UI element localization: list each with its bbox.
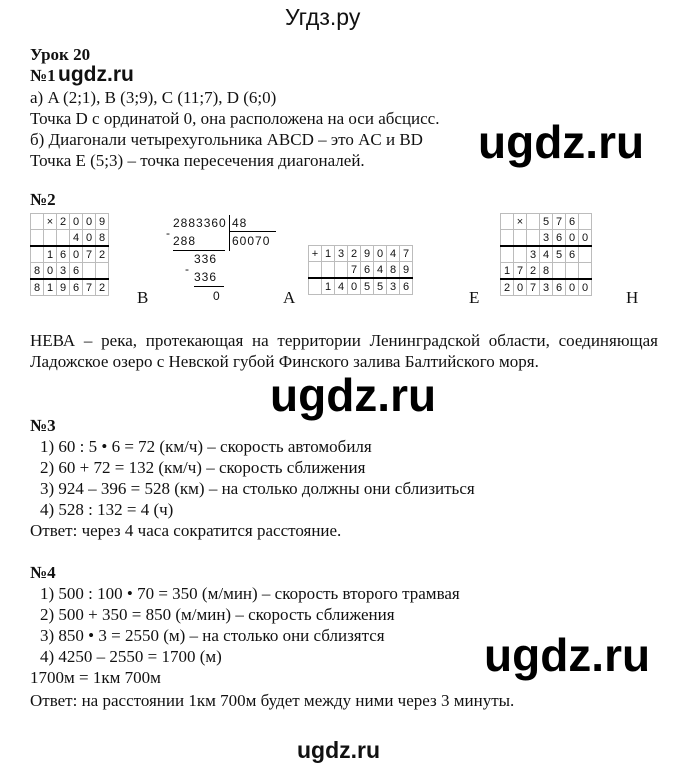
calc-cell: 0 xyxy=(514,279,527,296)
division-step-2: 336 xyxy=(194,252,218,266)
calc-cell xyxy=(31,214,44,230)
calc-cell xyxy=(501,246,514,263)
division-remainder: 0 xyxy=(213,289,221,303)
calc-e-letter: Е xyxy=(469,288,480,307)
calc-cell xyxy=(31,246,44,263)
calc-cell xyxy=(514,230,527,247)
calc-a-letter: А xyxy=(283,288,296,307)
division-dividend: 2883360 xyxy=(173,216,227,230)
watermark-small: ugdz.ru xyxy=(58,63,134,86)
division-vertical-line xyxy=(229,215,230,251)
task4-number: №4 xyxy=(30,563,56,582)
task3-line3: 3) 924 – 396 = 528 (км) – на столько должны они сблизиться xyxy=(40,479,475,498)
task4-line3: 3) 850 • 3 = 2550 (м) – на столько они сблизятся xyxy=(40,626,385,645)
calc-cell: 8 xyxy=(31,263,44,280)
task1-number: №1 xyxy=(30,66,56,85)
calc-cell: 2 xyxy=(96,246,109,263)
footer-watermark: ugdz.ru xyxy=(297,737,381,763)
division-quotient: 60070 xyxy=(232,234,271,248)
calc-cell: 7 xyxy=(514,263,527,280)
calc-cell xyxy=(527,230,540,247)
calc-cell xyxy=(309,262,322,279)
calc-cell: 5 xyxy=(361,278,374,295)
calc-cell: 0 xyxy=(83,214,96,230)
calc-cell: 0 xyxy=(70,246,83,263)
calc-cell xyxy=(514,246,527,263)
watermark-1: ugdz.ru xyxy=(478,116,645,168)
calc-cell xyxy=(501,230,514,247)
calc-cell xyxy=(309,278,322,295)
calc-cell xyxy=(31,230,44,247)
calc-cell: 5 xyxy=(374,278,387,295)
calc-cell xyxy=(57,230,70,247)
division-divisor-line xyxy=(229,231,276,232)
calc-cell: 2 xyxy=(527,263,540,280)
calc-cell: 0 xyxy=(348,278,361,295)
calc-cell: 8 xyxy=(96,230,109,247)
calc-cell: 8 xyxy=(540,263,553,280)
task2-number: №2 xyxy=(30,190,56,209)
calc-cell: 5 xyxy=(553,246,566,263)
calc-cell xyxy=(579,263,592,280)
task4-line4: 4) 4250 – 2550 = 1700 (м) xyxy=(40,647,222,666)
division-step-1: 288 xyxy=(173,234,197,248)
calc-cell: 3 xyxy=(57,263,70,280)
task4-line2: 2) 500 + 350 = 850 (м/мин) – скорость сближения xyxy=(40,605,395,624)
calc-cell: 0 xyxy=(566,230,579,247)
division-line-1 xyxy=(173,250,225,251)
calc-cell xyxy=(335,262,348,279)
calc-h-letter: Н xyxy=(626,288,639,307)
calc-cell: 8 xyxy=(387,262,400,279)
calc-cell xyxy=(566,263,579,280)
calc-cell: 2 xyxy=(348,246,361,262)
calc-cell: 8 xyxy=(31,279,44,296)
calc-cell: 6 xyxy=(70,263,83,280)
calc-cell xyxy=(322,262,335,279)
calc-multiplication-h xyxy=(500,213,592,296)
calc-addition-e xyxy=(308,245,413,295)
calc-cell: 7 xyxy=(348,262,361,279)
calc-cell: 0 xyxy=(579,230,592,247)
calc-cell: 6 xyxy=(361,262,374,279)
calc-cell: × xyxy=(44,214,57,230)
calc-cell xyxy=(579,214,592,230)
site-title: Угдз.ру xyxy=(285,4,361,30)
calc-cell: 2 xyxy=(501,279,514,296)
calc-cell xyxy=(96,263,109,280)
task4-answer: Ответ: на расстоянии 1км 700м будет между ними через 3 минуты. xyxy=(30,691,515,710)
division-step-3: 336 xyxy=(194,270,218,284)
calc-cell: 0 xyxy=(44,263,57,280)
task2-paragraph: НЕВА – река, протекающая на территории Ленинградской области, соединяющая Ладожское озеро с Невской губой Финского залива Балтийского моря. xyxy=(30,331,658,371)
calc-cell: 4 xyxy=(70,230,83,247)
calc-cell xyxy=(44,230,57,247)
calc-cell xyxy=(83,263,96,280)
calc-cell: 7 xyxy=(83,246,96,263)
calc-cell: 4 xyxy=(540,246,553,263)
calc-cell: 1 xyxy=(44,279,57,296)
calc-cell: 5 xyxy=(540,214,553,230)
calc-cell: 4 xyxy=(387,246,400,262)
calc-cell: 1 xyxy=(322,246,335,262)
calc-cell: 6 xyxy=(57,246,70,263)
calc-cell: 1 xyxy=(44,246,57,263)
calc-cell: 0 xyxy=(579,279,592,296)
calc-cell: 3 xyxy=(335,246,348,262)
calc-cell: 0 xyxy=(70,214,83,230)
calc-cell: 6 xyxy=(566,246,579,263)
task1-line1: а) A (2;1), B (3;9), C (11;7), D (6;0) xyxy=(30,88,277,107)
calc-cell: 1 xyxy=(322,278,335,295)
calc-cell: 6 xyxy=(400,278,413,295)
calc-cell: 3 xyxy=(540,230,553,247)
calc-cell: 0 xyxy=(566,279,579,296)
calc-cell: 9 xyxy=(400,262,413,279)
calc-cell: 3 xyxy=(387,278,400,295)
task3-line4: 4) 528 : 132 = 4 (ч) xyxy=(40,500,174,519)
task1-line4: Точка E (5;3) – точка пересечения диагоналей. xyxy=(30,151,365,170)
calc-cell xyxy=(501,214,514,230)
calc-cell: 3 xyxy=(540,279,553,296)
calc-cell: 7 xyxy=(553,214,566,230)
task3-line1: 1) 60 : 5 • 6 = 72 (км/ч) – скорость автомобиля xyxy=(40,437,372,456)
calc-cell: 0 xyxy=(374,246,387,262)
calc-cell: 9 xyxy=(361,246,374,262)
calc-multiplication-b xyxy=(30,213,109,296)
calc-cell: 4 xyxy=(335,278,348,295)
calc-cell: 1 xyxy=(501,263,514,280)
calc-cell: + xyxy=(309,246,322,262)
calc-b-letter: В xyxy=(137,288,149,307)
calc-cell: 9 xyxy=(96,214,109,230)
watermark-3: ugdz.ru xyxy=(484,629,651,681)
calc-cell: 2 xyxy=(57,214,70,230)
calc-cell: 9 xyxy=(57,279,70,296)
calc-cell: × xyxy=(514,214,527,230)
task1-line2: Точка D с ординатой 0, она расположена на оси абсцисс. xyxy=(30,109,440,128)
task3-number: №3 xyxy=(30,416,56,435)
calc-cell: 4 xyxy=(374,262,387,279)
task3-line2: 2) 60 + 72 = 132 (км/ч) – скорость сближения xyxy=(40,458,366,477)
calc-cell: 2 xyxy=(96,279,109,296)
calc-cell: 6 xyxy=(70,279,83,296)
watermark-2: ugdz.ru xyxy=(270,369,437,421)
division-minus-1: - xyxy=(166,226,171,240)
calc-cell xyxy=(553,263,566,280)
task4-line1: 1) 500 : 100 • 70 = 350 (м/мин) – скорость второго трамвая xyxy=(40,584,460,603)
division-line-2 xyxy=(194,286,224,287)
calc-cell: 3 xyxy=(527,246,540,263)
calc-cell: 7 xyxy=(527,279,540,296)
task1-line3: б) Диагонали четырехугольника ABCD – это AC и BD xyxy=(30,130,423,149)
task3-answer: Ответ: через 4 часа сократится расстояние. xyxy=(30,521,342,540)
calc-cell: 6 xyxy=(553,279,566,296)
calc-cell: 7 xyxy=(83,279,96,296)
calc-cell: 6 xyxy=(566,214,579,230)
calc-cell xyxy=(527,214,540,230)
calc-cell: 6 xyxy=(553,230,566,247)
lesson-title: Урок 20 xyxy=(30,45,91,64)
calc-cell xyxy=(579,246,592,263)
division-minus-2: - xyxy=(185,262,190,276)
task4-conversion: 1700м = 1км 700м xyxy=(30,668,161,687)
division-divisor: 48 xyxy=(232,216,248,230)
calc-cell: 7 xyxy=(400,246,413,262)
calc-cell: 0 xyxy=(83,230,96,247)
